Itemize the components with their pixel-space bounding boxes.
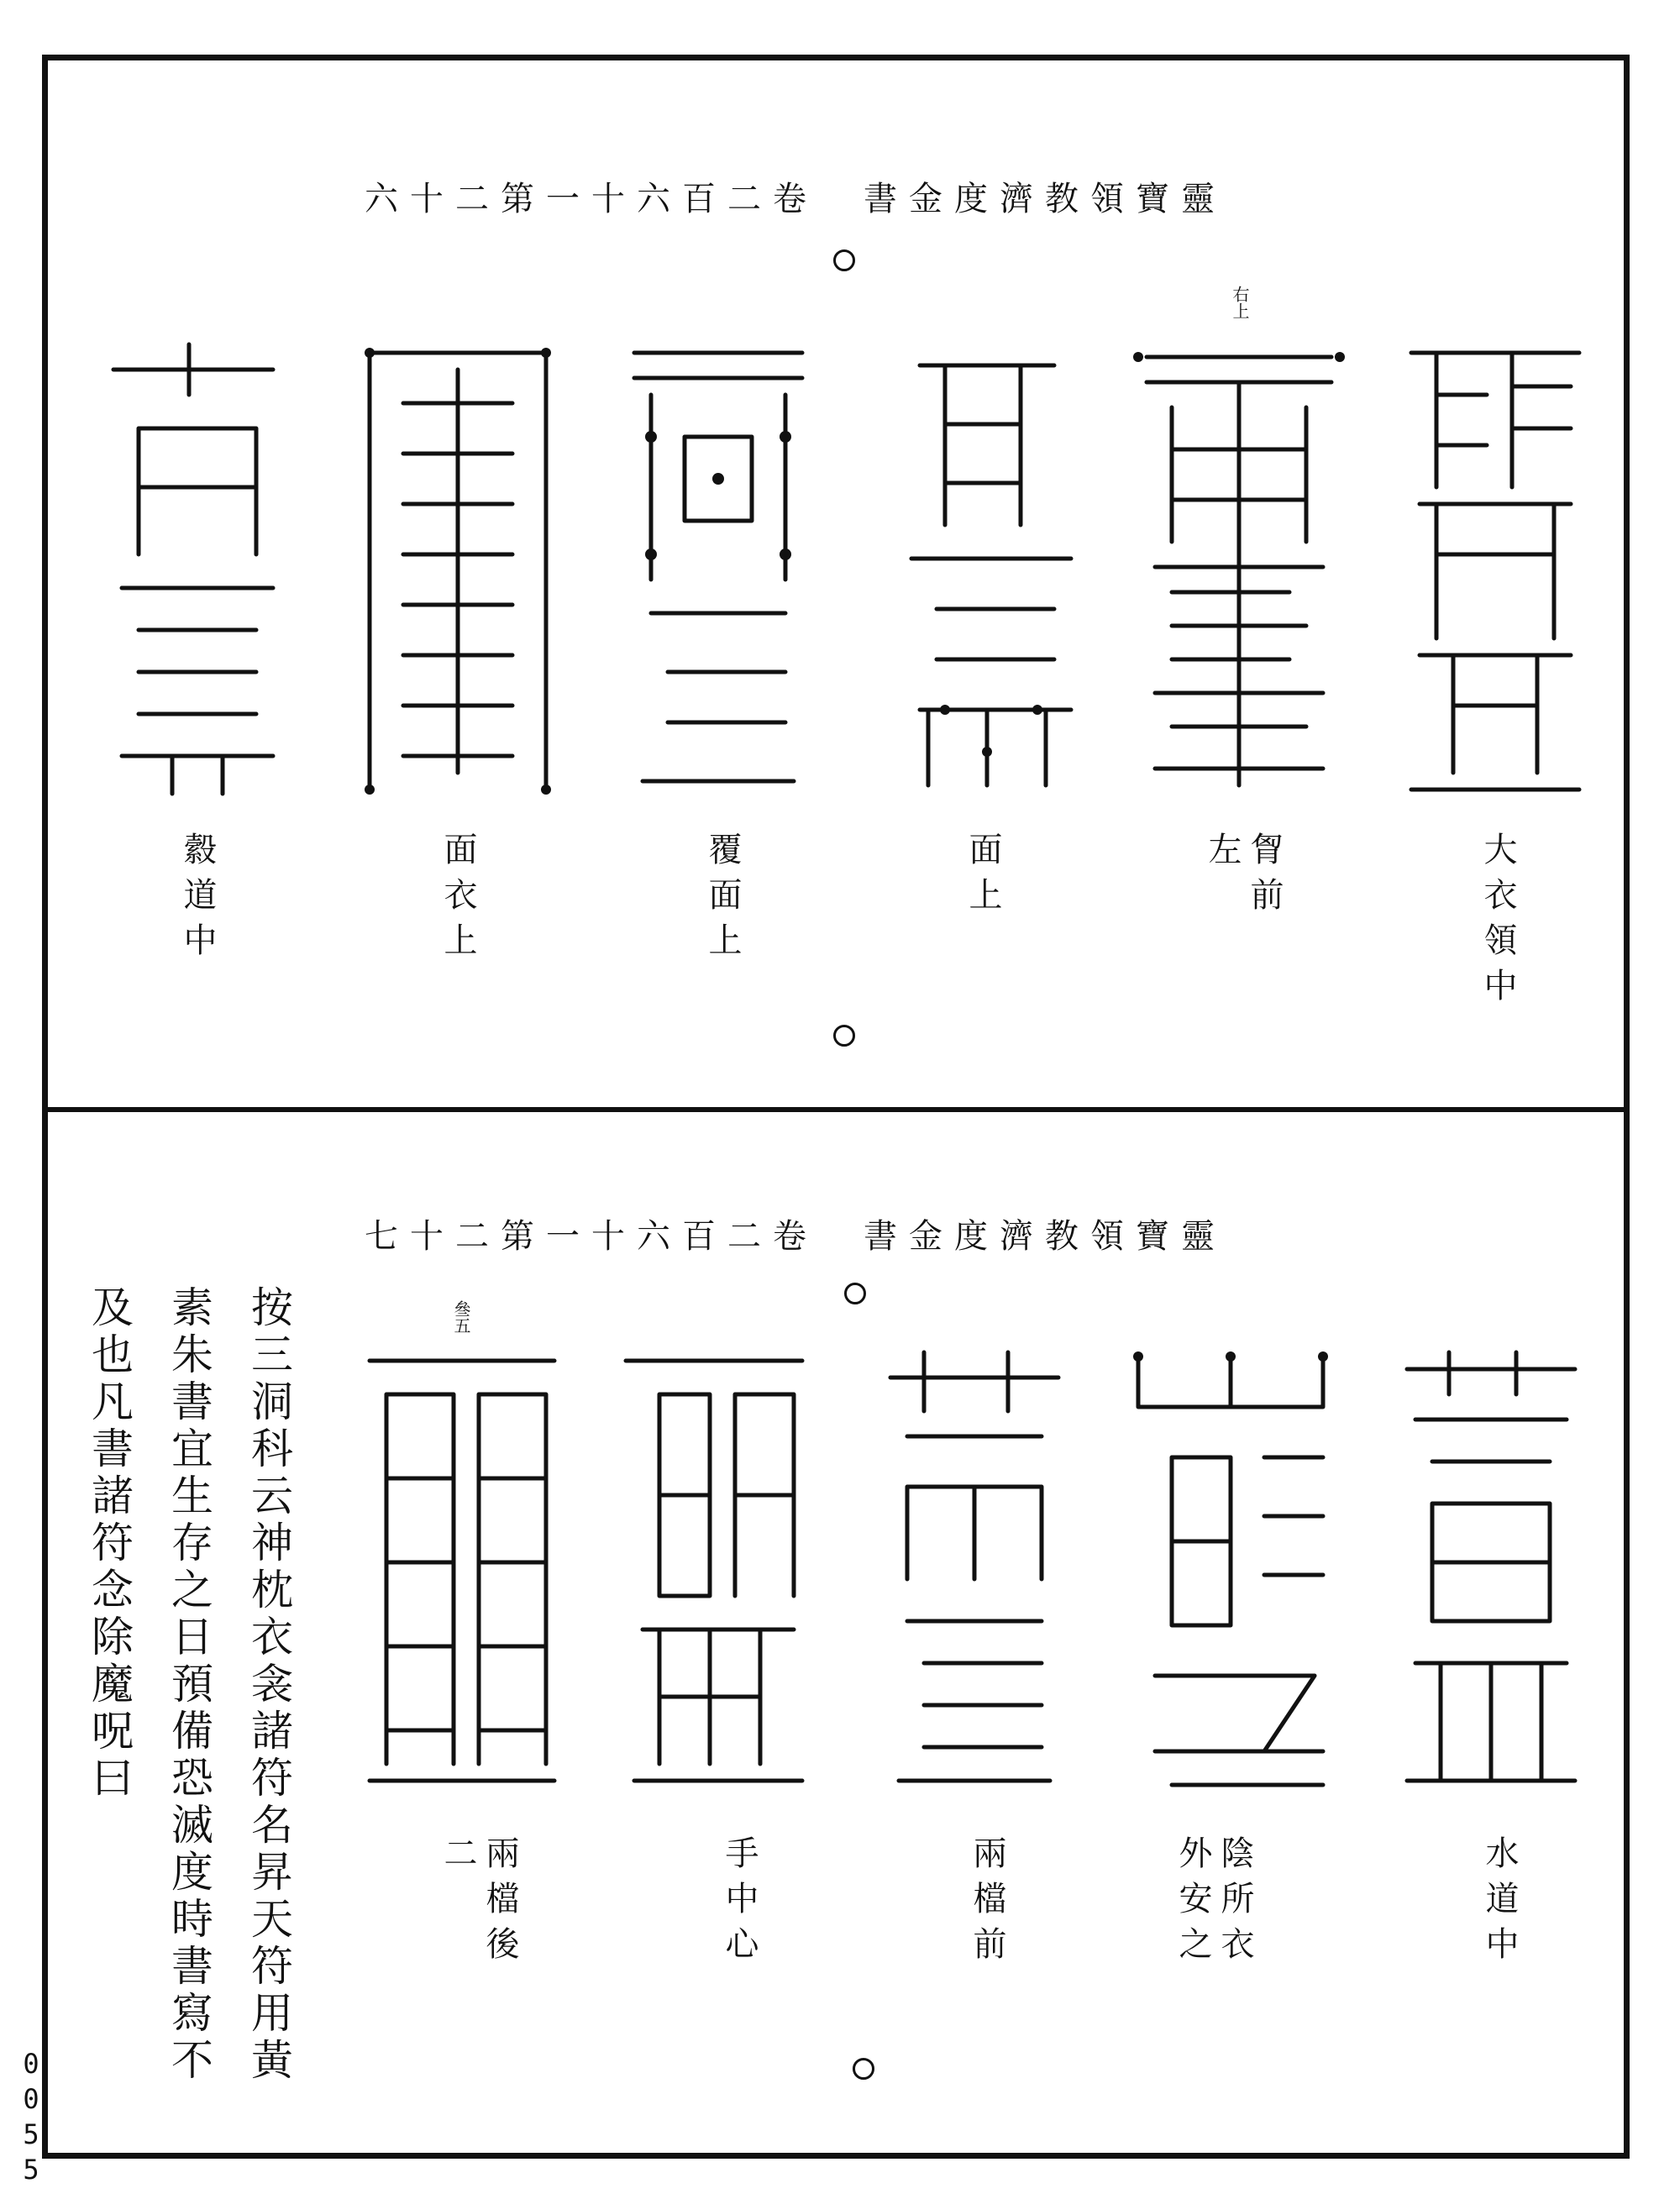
talisman-b2-label: 陰所衣 外安之 (1173, 1835, 1254, 1971)
talisman-t2-note: 右上 (1230, 286, 1250, 319)
talisman-t5-label: 面衣上 (438, 832, 477, 968)
body-text-column-3: 及也凡書諸符念除魔呪曰 (85, 1285, 134, 1803)
talisman-t4-label: 覆面上 (703, 832, 742, 968)
talisman-b3-label: 兩檔前 (968, 1835, 1006, 1971)
top-circle-mark-upper (833, 249, 855, 271)
talisman-t3-drawing (886, 332, 1096, 802)
talisman-b5-note: 叄五 (451, 1300, 471, 1334)
talisman-t1-label: 大衣領中 (1478, 832, 1517, 1013)
talisman-b4-label: 手中心 (720, 1835, 759, 1971)
talisman-b5-drawing (353, 1344, 571, 1793)
bottom-running-header: 靈寶領教濟度金書 卷二百六十一第二十七 (365, 1217, 1226, 1256)
talisman-t2-drawing (1121, 332, 1357, 811)
body-text-column-2: 素朱書宜生存之日預備恐滅度時書寫不 (165, 1285, 213, 2085)
talisman-t4-drawing (617, 336, 819, 802)
talisman-b1-drawing (1382, 1344, 1600, 1798)
talisman-b2-drawing (1121, 1348, 1340, 1793)
talisman-t6-label: 縠道中 (178, 832, 217, 968)
top-circle-mark-lower (833, 1025, 855, 1047)
talisman-b5-label: 兩檔後 二 (438, 1835, 519, 1971)
panel-divider (42, 1107, 1630, 1112)
talisman-t3-label: 面上 (963, 832, 1002, 922)
talisman-b3-drawing (874, 1344, 1075, 1793)
top-running-header: 靈寶領教濟度金書 卷二百六十一第二十六 (365, 180, 1226, 218)
talisman-b1-label: 水道中 (1480, 1835, 1519, 1971)
talisman-t1-drawing (1386, 336, 1604, 806)
talisman-t2-label: 胷前 左 (1203, 832, 1284, 922)
page-number: 0055 (15, 2048, 47, 2189)
talisman-t6-drawing (88, 336, 298, 802)
talisman-b4-drawing (609, 1344, 819, 1793)
talisman-t5-drawing (353, 336, 563, 802)
bottom-circle-mark-lower (853, 2058, 874, 2080)
body-text-column-1: 按三洞科云神枕衣衾諸符名昇天符用黃 (244, 1285, 293, 2085)
bottom-circle-mark-upper (844, 1283, 866, 1304)
